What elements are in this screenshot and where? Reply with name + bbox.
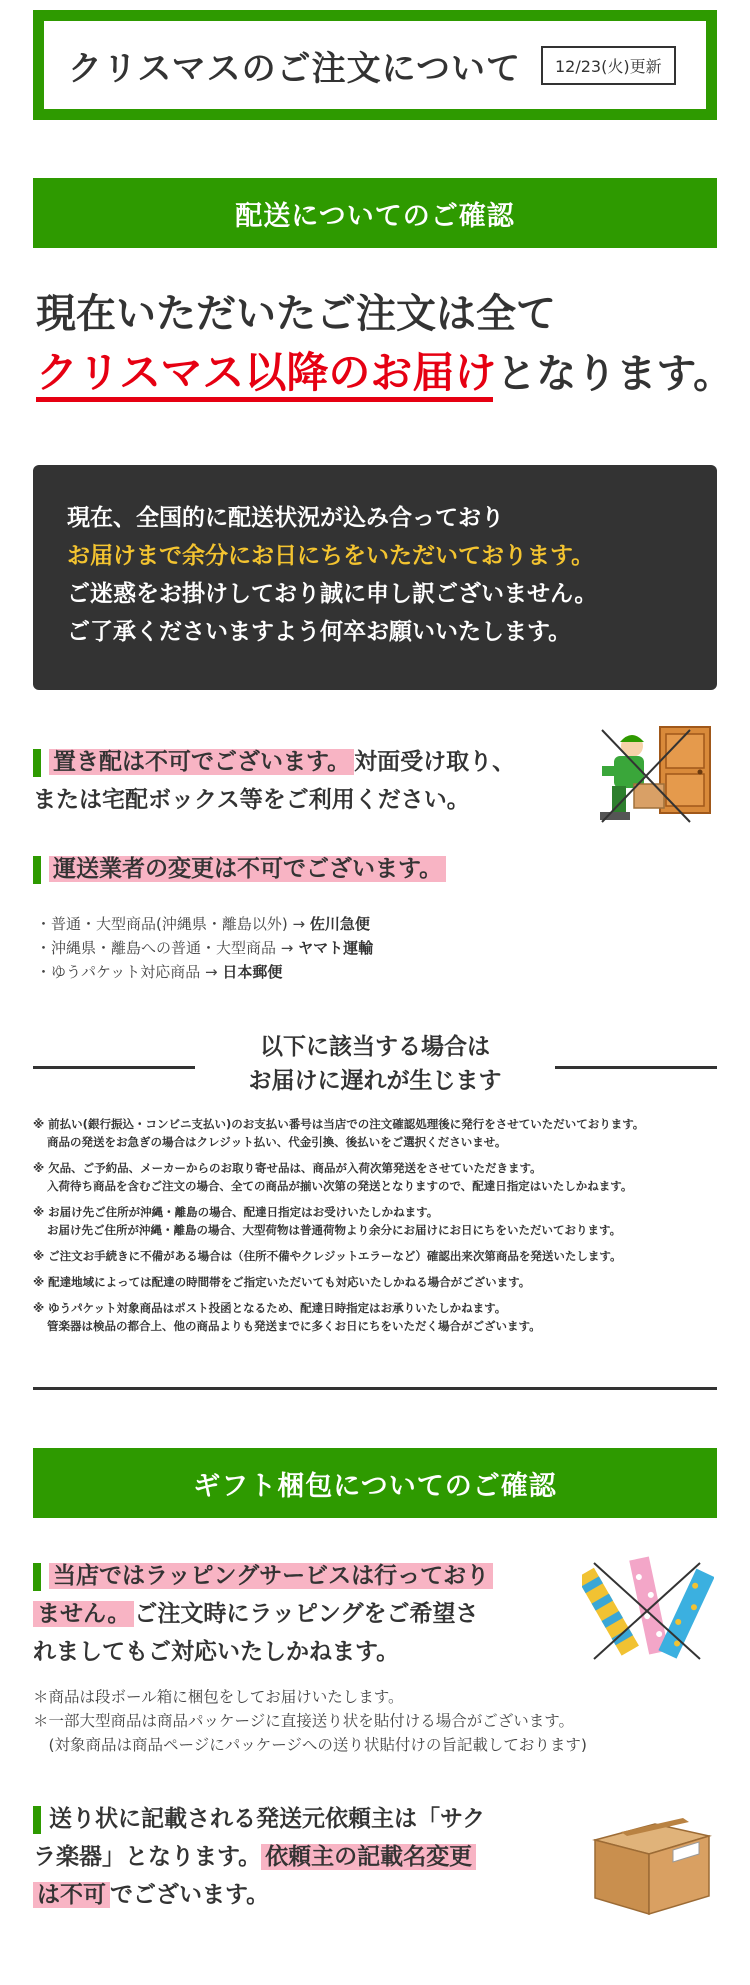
update-date-badge: 12/23(火)更新 (541, 46, 676, 85)
lead-line-2 (36, 340, 733, 400)
notice-line-4: ご了承くださいますよう何卒お願いいたします。 (67, 619, 572, 645)
gift-section-bar: ギフト梱包についてのご確認 (33, 1448, 717, 1518)
delivery-section-bar: 配送についてのご確認 (33, 178, 717, 248)
sender-line-3: でございます。 (110, 1882, 270, 1908)
heading-marker (33, 749, 41, 777)
header-box (33, 10, 717, 120)
heading-marker (33, 1806, 41, 1834)
list-item: ・ゆうパケット対応商品 → 日本郵便 (36, 963, 283, 981)
delivery-person-no-door-icon (582, 722, 714, 830)
sender-line-2: ラ楽器」となります。 (33, 1844, 262, 1870)
heading-marker (33, 1563, 41, 1591)
heading-marker (33, 856, 41, 884)
carrier-highlight: 運送業者の変更は不可でございます。 (49, 856, 446, 882)
notice-line-2: お届けまで余分にお日にちをいただいております。 (67, 543, 595, 569)
list-item: ※ ゆうパケット対象商品はポスト投函となるため、配達日時指定はお承りいたしかねます。 管楽器は検品の都合上、他の商品よりも発送までに多くお日にちをいただく場合がございます。 (33, 1301, 541, 1333)
list-item: ・沖縄県・離島への普通・大型商品 → ヤマト運輸 (36, 939, 374, 957)
okihai-rest-1: 対面受け取り、 (354, 749, 516, 775)
sender-line-1: 送り状に記載される発送元依頼主は「サク (49, 1806, 486, 1832)
wrapping-paper-no-icon (582, 1555, 714, 1665)
lead-red-text: クリスマス以降のお届け (36, 348, 497, 397)
list-item: ※ ご注文お手続きに不備がある場合は（住所不備やクレジットエラーなど）確認出来次第商品を発送いたします。 (33, 1249, 622, 1263)
sender-highlight-1: 依頼主の記載名変更 (261, 1844, 476, 1870)
delay-title-1: 以下に該当する場合は (260, 1034, 490, 1060)
wrap-highlight-2: ません。 (33, 1601, 134, 1627)
carrier-heading (33, 850, 446, 888)
lead-line-1: 現在いただいたご注文は全て (36, 291, 556, 337)
sender-block (33, 1800, 485, 1914)
list-item: ＊商品は段ボール箱に梱包をしてお届けいたします。 (33, 1688, 404, 1706)
lead-rest-text: となります。 (496, 351, 734, 397)
okihai-rest-2: または宅配ボックス等をご利用ください。 (33, 787, 470, 813)
wrap-rest-1: ご注文時にラッピングをご希望さ (134, 1601, 479, 1627)
carrier-list (36, 912, 373, 984)
notice-box (33, 465, 717, 690)
list-item: ＊一部大型商品は商品パッケージに直接送り状を貼付ける場合がございます。 (33, 1712, 574, 1730)
list-item: ※ 配達地域によっては配達の時間帯をご指定いただいても対応いたしかねる場合がございます。 (33, 1275, 531, 1289)
okihai-block (33, 743, 515, 819)
okihai-highlight: 置き配は不可でございます。 (49, 749, 354, 775)
list-item: ※ 前払い(銀行振込・コンビニ支払い)のお支払い番号は当店での注文確認処理後に発行をさせていただいております。 商品の発送をお急ぎの場合はクレジット払い、代金引換、後払いをご選択くださいませ。 (33, 1117, 645, 1149)
list-item: (対象商品は商品ページにパッケージへの送り状貼付けの旨記載しております) (33, 1736, 587, 1754)
notice-line-1: 現在、全国的に配送状況が込み合っており (67, 505, 504, 531)
wrap-block (33, 1557, 493, 1671)
list-item: ・普通・大型商品(沖縄県・離島以外) → 佐川急便 (36, 915, 370, 933)
wrap-highlight-1: 当店ではラッピングサービスは行っており (49, 1563, 493, 1589)
sender-highlight-2: は不可 (33, 1882, 110, 1908)
list-item: ※ お届け先ご住所が沖縄・離島の場合、配達日指定はお受けいたしかねます。 お届け先ご住所が沖縄・離島の場合、大型荷物は普通荷物より余分にお届けにお日にちをいただいております。 (33, 1205, 622, 1237)
delay-title-2: お届けに遅れが生じます (248, 1068, 502, 1094)
cardboard-box-icon (585, 1810, 713, 1918)
wrap-rest-2: れましてもご対応いたしかねます。 (33, 1639, 400, 1665)
delay-heading (33, 1030, 717, 1100)
delay-notes (33, 1115, 723, 1343)
gift-notes (33, 1685, 587, 1757)
list-item: ※ 欠品、ご予約品、メーカーからのお取り寄せ品は、商品が入荷次第発送をさせていただきます。 入荷待ち商品を含むご注文の場合、全ての商品が揃い次第の発送となりますので、配達日指定はいたしかねます。 (33, 1161, 633, 1193)
red-underline (36, 397, 493, 402)
page-title: クリスマスのご注文について (68, 48, 521, 89)
notice-line-3: ご迷惑をお掛けしており誠に申し訳ございません。 (67, 581, 598, 607)
divider (33, 1387, 717, 1390)
